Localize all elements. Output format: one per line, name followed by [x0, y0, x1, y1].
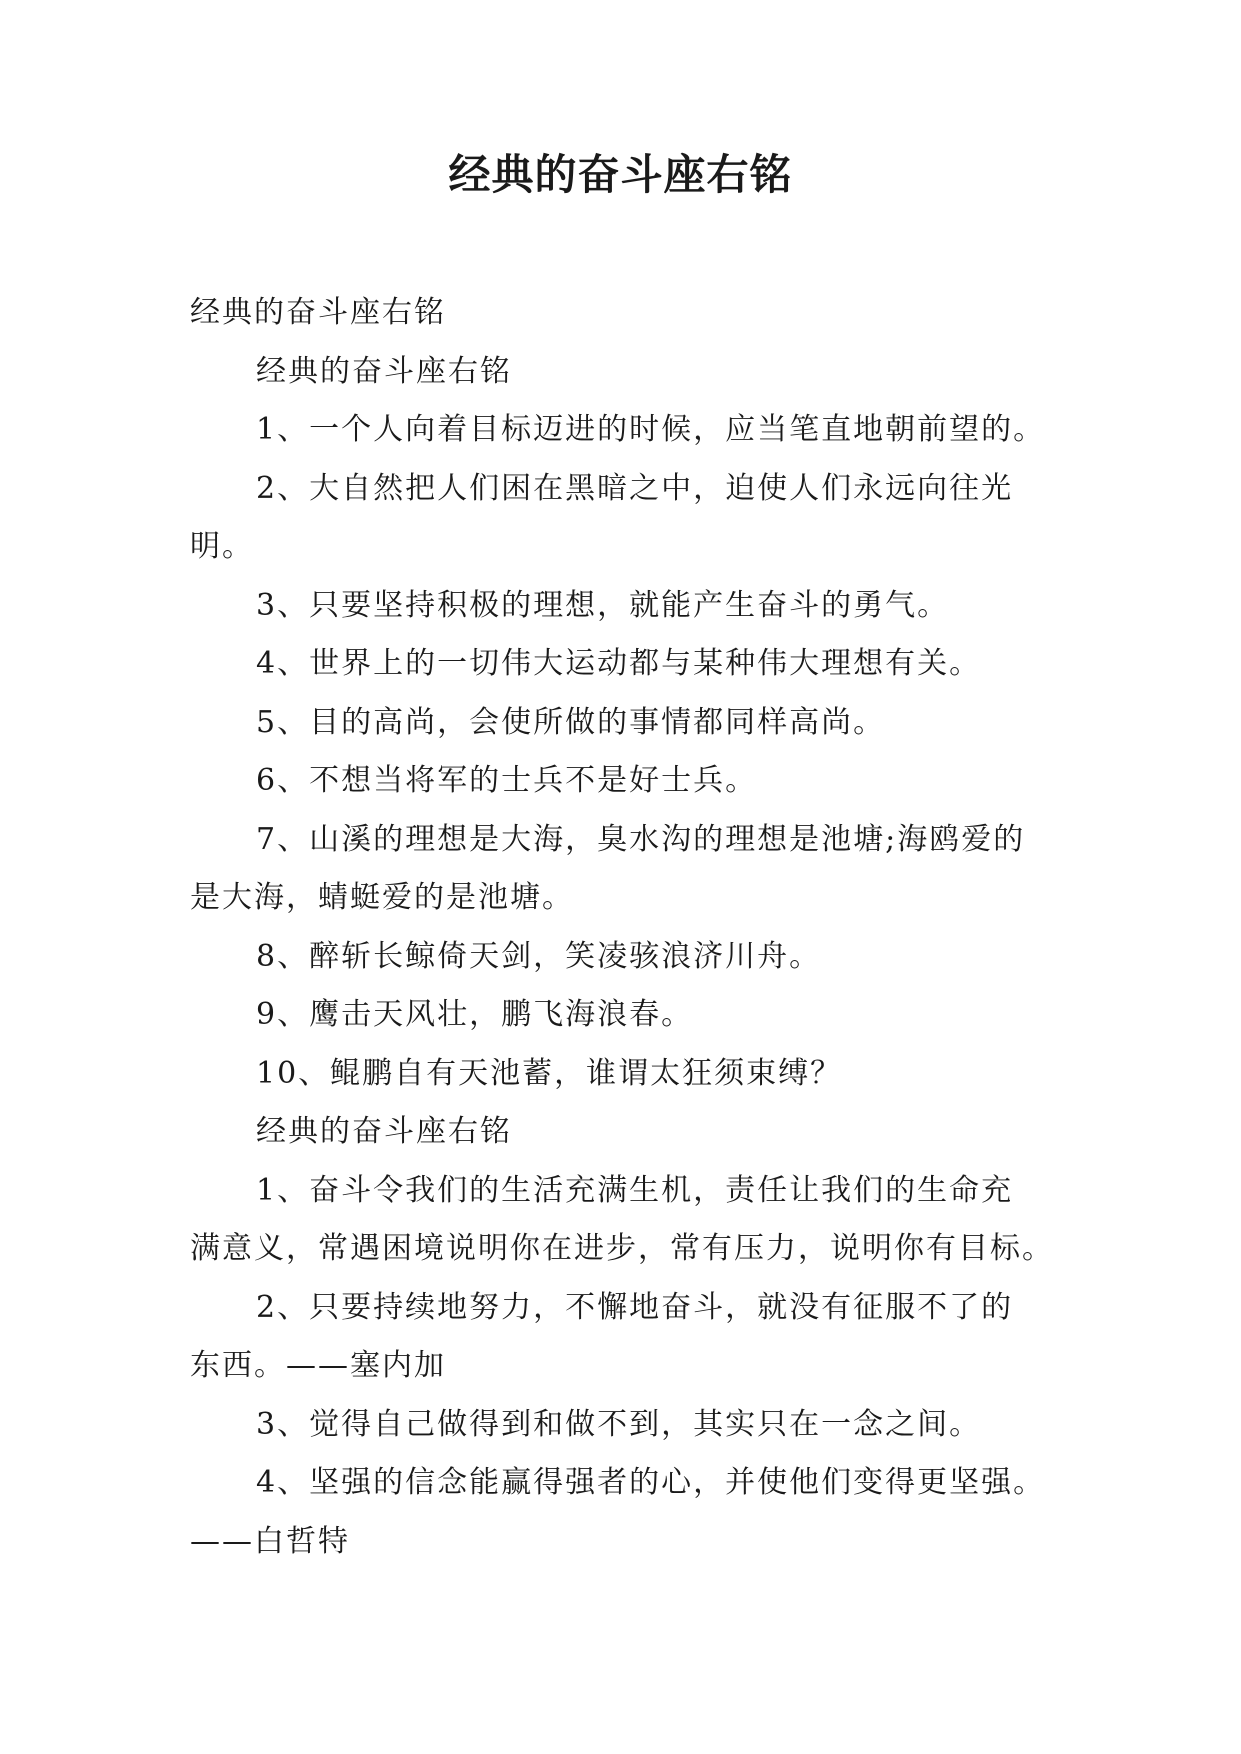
motto-1-7: 7、山溪的理想是大海，臭水沟的理想是池塘;海鸥爱的	[256, 821, 1026, 857]
motto-1-8: 8、醉斩长鲸倚天剑，笑凌骇浪济川舟。	[256, 938, 822, 974]
motto-1-9: 9、鹰击天风壮，鹏飞海浪春。	[256, 997, 694, 1032]
motto-2-4-cont: ——白哲特	[190, 1523, 350, 1559]
body-line-1: 经典的奋斗座右铭	[190, 295, 446, 330]
motto-2-4: 4、坚强的信念能赢得强者的心，并使他们变得更坚强。	[256, 1465, 1046, 1500]
motto-1-10: 10、鲲鹏自有天池蓄，谁谓太狂须束缚？	[256, 1055, 843, 1091]
motto-1-2-cont: 明。	[190, 529, 254, 564]
motto-1-5: 5、目的高尚，会使所做的事情都同样高尚。	[256, 704, 886, 740]
motto-2-1: 1、奋斗令我们的生活充满生机，责任让我们的生命充	[256, 1172, 1014, 1208]
motto-1-6: 6、不想当将军的士兵不是好士兵。	[256, 763, 758, 798]
motto-1-1: 1、一个人向着目标迈进的时候，应当笔直地朝前望的。	[256, 412, 1046, 447]
document-body	[190, 284, 1070, 1571]
motto-2-1-cont: 满意义，常遇困境说明你在进步，常有压力，说明你有目标。	[190, 1231, 1054, 1266]
motto-1-3: 3、只要坚持积极的理想，就能产生奋斗的勇气。	[256, 587, 950, 623]
section-heading-1: 经典的奋斗座右铭	[256, 353, 512, 389]
document-title: 经典的奋斗座右铭	[448, 150, 793, 199]
motto-1-7-cont: 是大海，蜻蜓爱的是池塘。	[190, 880, 574, 915]
motto-2-3: 3、觉得自己做得到和做不到，其实只在一念之间。	[256, 1406, 982, 1442]
motto-1-4: 4、世界上的一切伟大运动都与某种伟大理想有关。	[256, 646, 982, 681]
motto-2-2-cont: 东西。——塞内加	[190, 1348, 446, 1383]
motto-1-2: 2、大自然把人们困在黑暗之中，迫使人们永远向往光	[256, 470, 1014, 506]
motto-2-2: 2、只要持续地努力，不懈地奋斗，就没有征服不了的	[256, 1289, 1014, 1325]
section-heading-2: 经典的奋斗座右铭	[256, 1114, 512, 1149]
